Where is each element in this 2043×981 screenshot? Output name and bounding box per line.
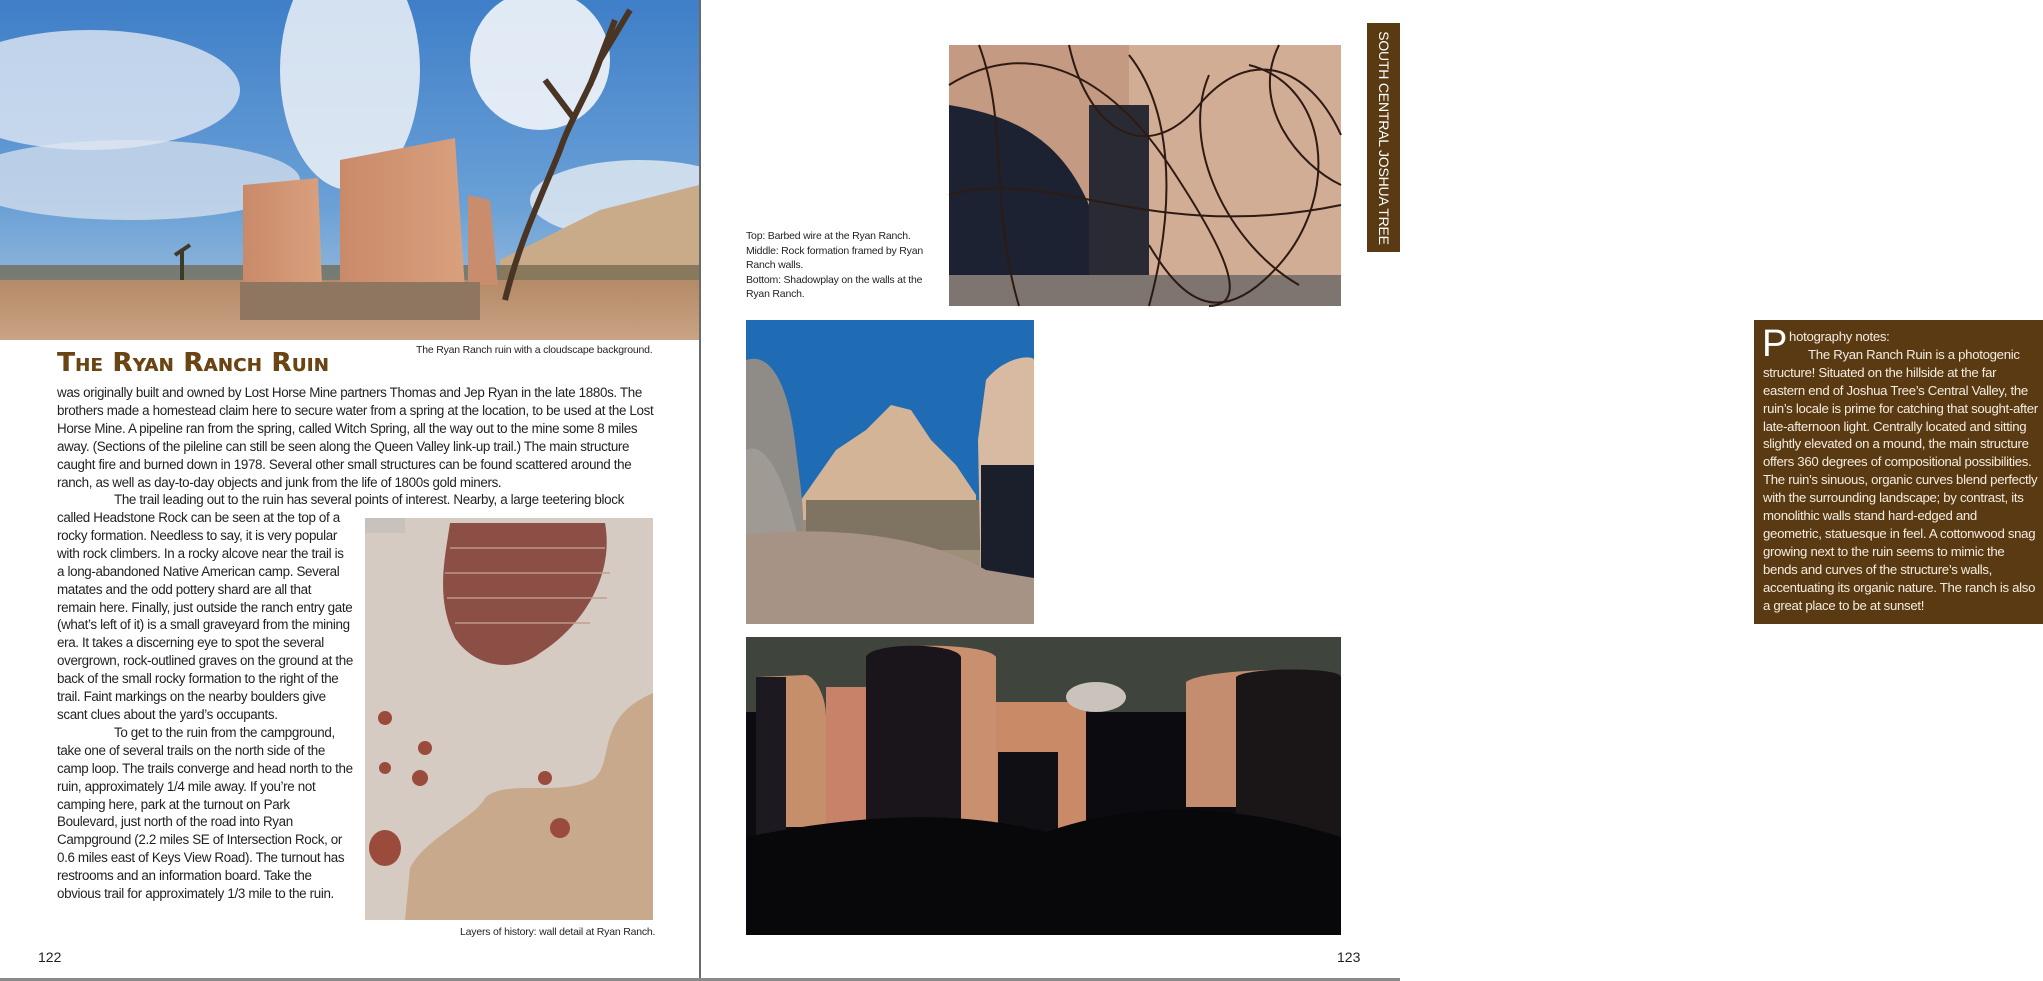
column-text	[57, 509, 353, 903]
shadowplay-photo	[746, 637, 1341, 935]
page-number-right: 123	[1337, 949, 1361, 965]
paragraph-1: was originally built and owned by Lost Horse Mine partners Thomas and Jep Ryan in the late 1880s. The brothers made a homestead claim here to secure water from a spring at the location, to be used at the Lost Horse Mine. A pipeline ran from the spring, called Witch Spring, all the way out to the mine some 8 miles away. (Sections of the pileline can still be seen along the Queen Valley link-up trail.) The main structure caught fire and burned down in 1978. Several other small structures can be found scattered around the ranch, as well as day-to-day objects and junk from the life of 1800s gold miners.	[57, 385, 654, 490]
right-page	[701, 0, 2038, 979]
photos-caption	[746, 229, 941, 302]
hero-photo	[0, 0, 699, 340]
caption-bottom: Bottom: Shadowplay on the walls at the Ryan Ranch.	[746, 273, 923, 300]
caption-middle: Middle: Rock formation framed by Ryan Ranch walls.	[746, 244, 924, 271]
paragraph-2-lead: The trail leading out to the ruin has several points of interest. Nearby, a large teetering block	[114, 492, 624, 508]
page-title: The Ryan Ranch Ruin	[57, 348, 329, 378]
paragraph-3: To get to the ruin from the campground, take one of several trails on the north side of the camp loop. The trails converge and head north to the ruin, approximately 1/4 mile away. If you’re not camping here, park at the turnout on Park Boulevard, just north of the road into Ryan Campground (2.2 miles SE of Intersection Rock, or 0.6 miles east of Keys View Road). The turnout has restrooms and an information board. Take the obvious trail for approximately 1/3 mile to the ruin.	[57, 724, 353, 902]
caption-top: Top: Barbed wire at the Ryan Ranch.	[746, 230, 911, 242]
notes-text: The Ryan Ranch Ruin is a photogenic structure! Situated on the hillside at the far eastern end of Joshua Tree’s Central Valley, the ruin’s locale is prime for catching that sought-after late-afternoon light. Centrally located and sitting slightly elevated on a mound, the main structure offers 360 degrees of compositional possibilities. The ruin’s sinuous, organic curves blend perfectly with the surrounding landscape; by contrast, its monolithic walls stand hard-edged and geometric, statuesque in feel. A cottonwood snag growing next to the ruin seems to mimic the bends and curves of the structure’s walls, accentuating its organic nature. The ranch is also a great place to be at sunset!	[1763, 346, 2038, 613]
hero-photo-caption: The Ryan Ranch ruin with a cloudscape background.	[416, 344, 653, 356]
photography-notes-box	[1754, 320, 2043, 624]
section-tab	[1367, 23, 1400, 252]
wall-photo-caption: Layers of history: wall detail at Ryan Ranch.	[460, 926, 656, 938]
barbed-wire-photo	[949, 45, 1341, 306]
drop-cap: P	[1762, 323, 1788, 365]
rock-formation-photo	[746, 320, 1034, 624]
paragraph-2-rest: called Headstone Rock can be seen at the top of a rocky formation. Needless to say, it is very popular with rock climbers. In a rocky alcove near the trail is a long-abandoned Native American camp. Several matates and the odd pottery shard are all that remain here. Finally, just outside the ranch entry gate (what’s left of it) is a small graveyard from the mining era. It takes a discerning eye to spot the several overgrown, rock-outlined graves on the ground at the back of the small rocky formation to the right of the trail. Faint markings on the nearby boulders give scant clues about the yard’s occupants.	[57, 510, 353, 722]
section-tab-label: SOUTH CENTRAL JOSHUA TREE	[1375, 30, 1392, 245]
page-number-left: 122	[38, 949, 62, 965]
notes-heading: hotography notes:	[1789, 329, 1890, 344]
wall-detail-photo	[365, 518, 653, 920]
left-page	[0, 0, 700, 979]
intro-paragraph	[57, 384, 657, 509]
